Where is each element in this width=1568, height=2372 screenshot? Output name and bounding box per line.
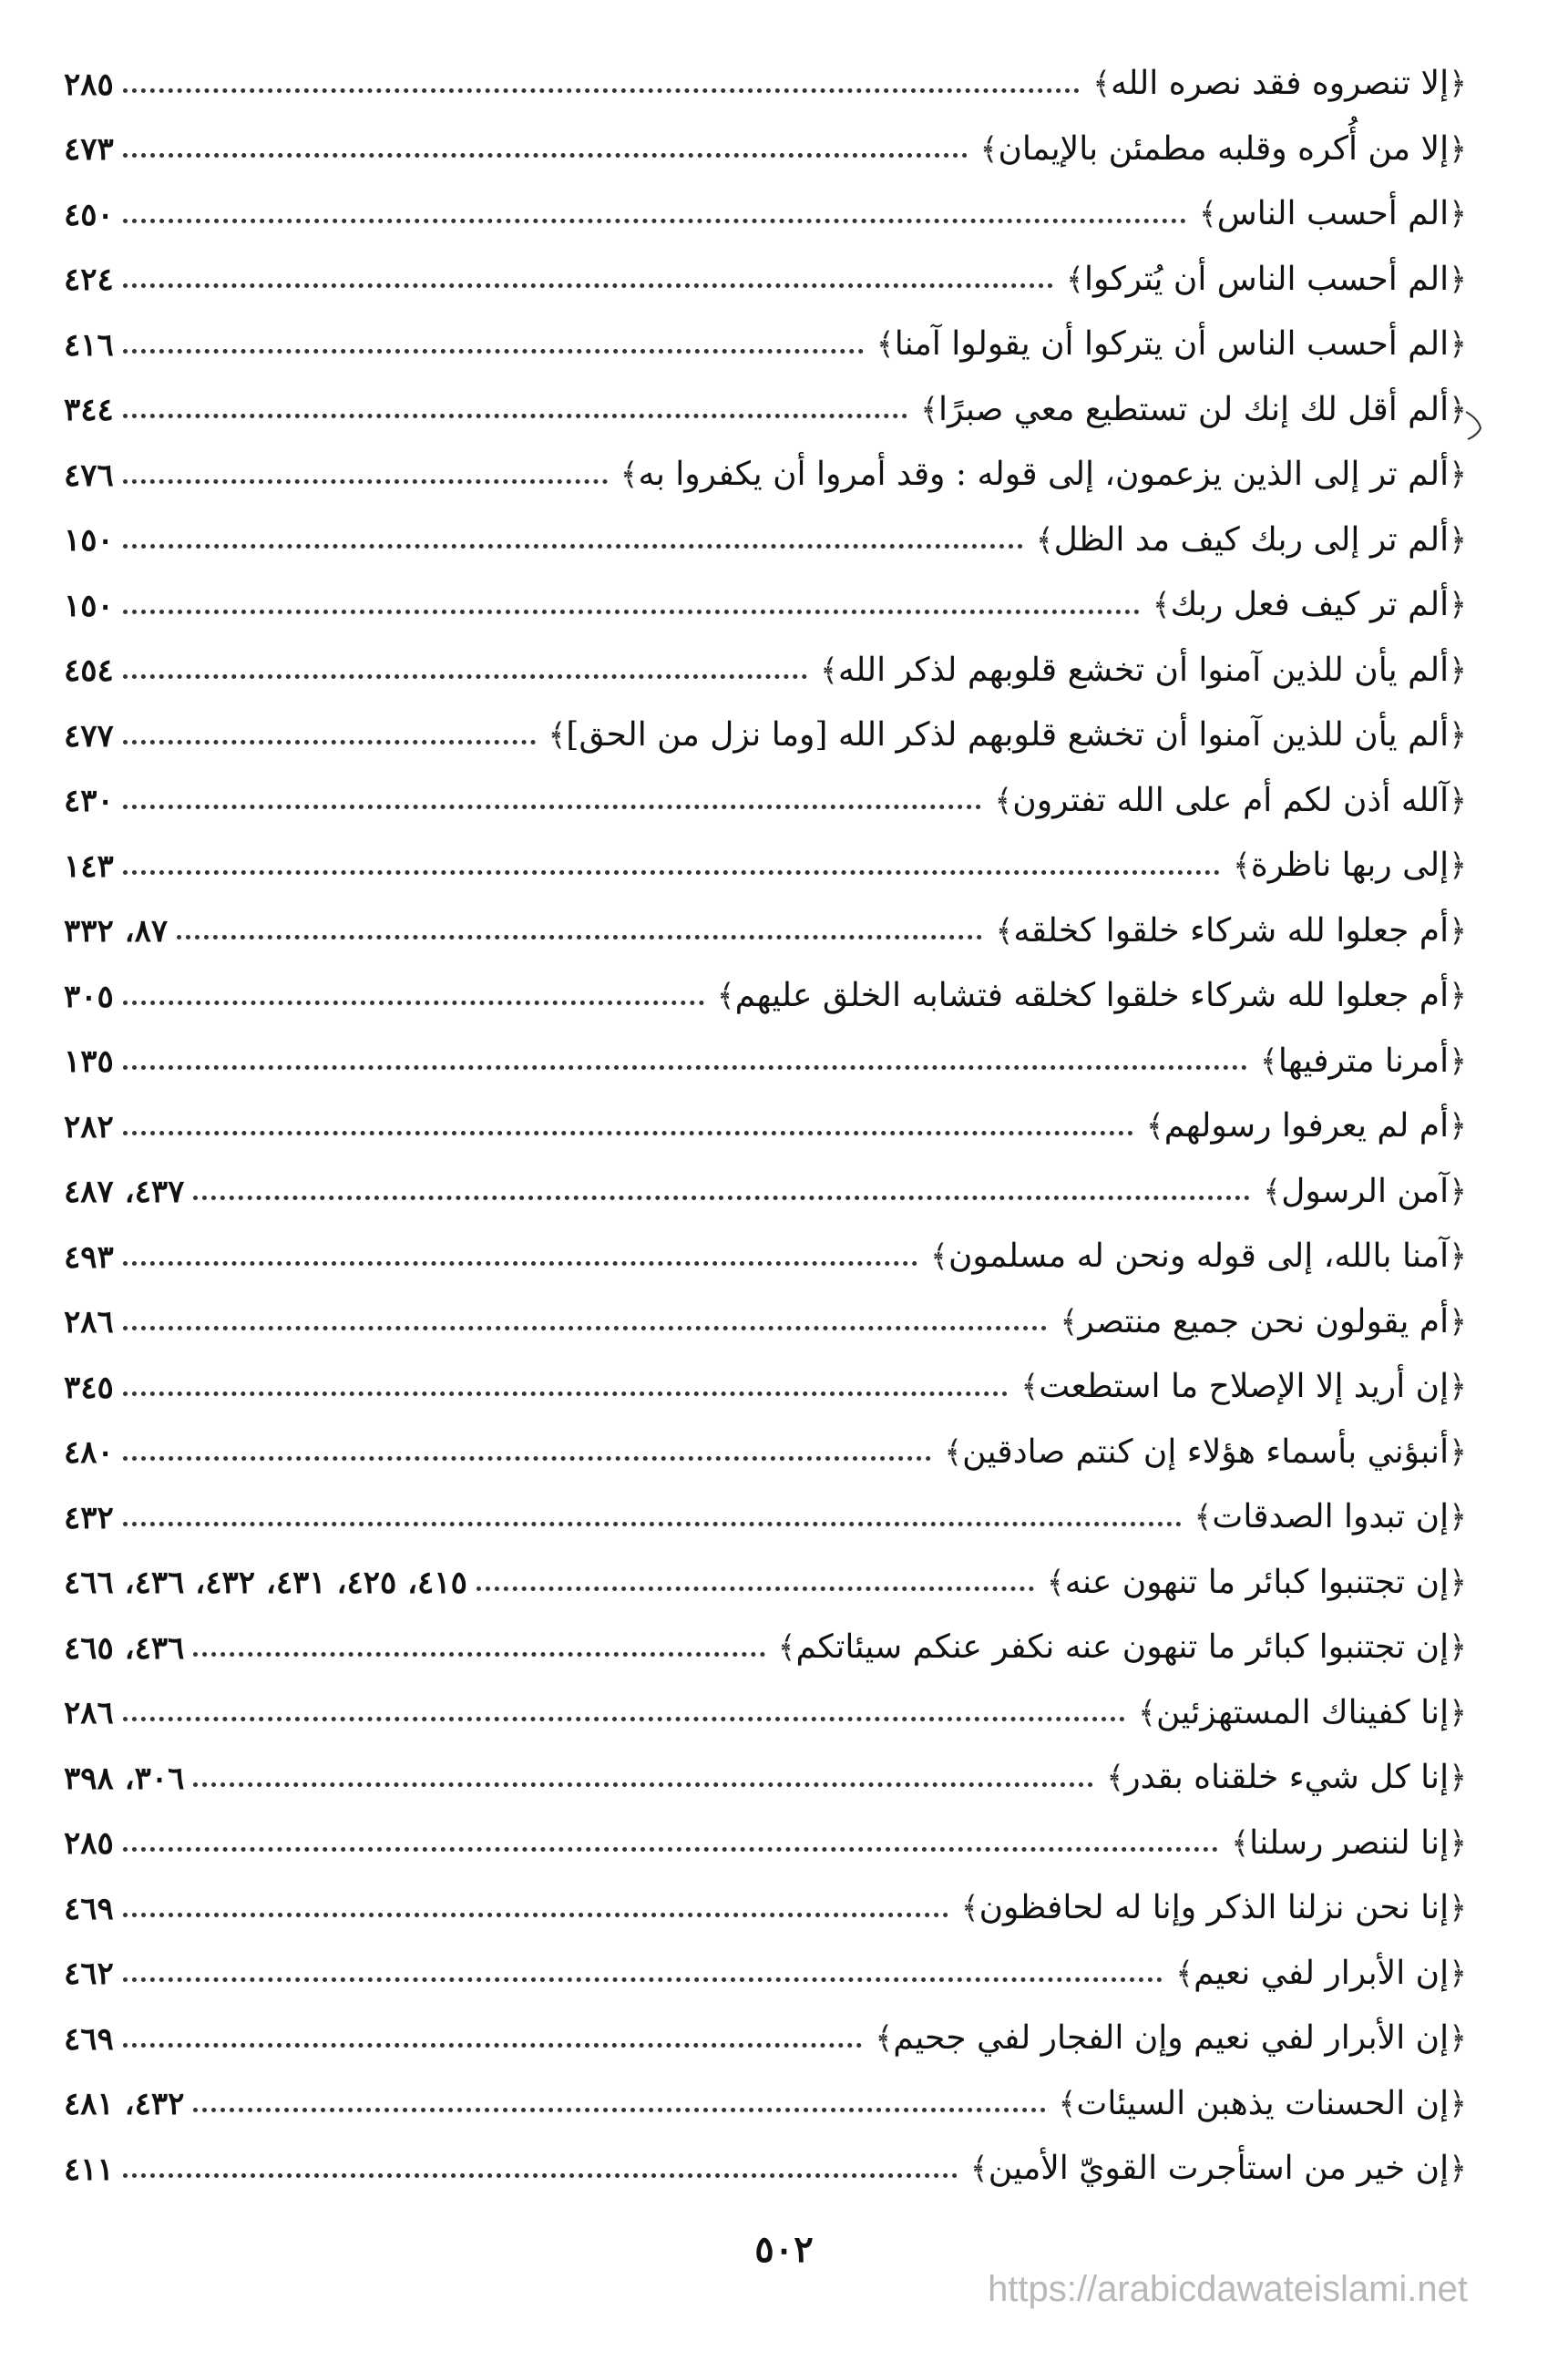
- verse-text: [1059, 260, 1467, 299]
- ornate-bracket-open-icon: ﴿: [1449, 1173, 1467, 1210]
- index-entry: [64, 299, 1467, 365]
- ornate-bracket-close-icon: ﴾: [1092, 66, 1112, 103]
- verse-label: إنا كفيناك المستهزئين: [1155, 1693, 1450, 1731]
- verse-text: [1168, 1954, 1467, 1993]
- verse-index-list: [64, 38, 1467, 2189]
- page-references: ١٣٥: [64, 1043, 114, 1081]
- ornate-bracket-open-icon: ﴿: [1449, 1890, 1467, 1927]
- index-entry: [64, 1537, 1467, 1603]
- verse-text: [1085, 64, 1467, 103]
- index-entry: [64, 820, 1467, 886]
- ornate-bracket-close-icon: ﴾: [1152, 587, 1171, 624]
- ornate-bracket-close-icon: ﴾: [716, 978, 735, 1015]
- verse-text: [973, 129, 1467, 169]
- ornate-bracket-close-icon: ﴾: [1194, 1499, 1213, 1536]
- ornate-bracket-close-icon: ﴾: [1263, 1173, 1282, 1210]
- ornate-bracket-close-icon: ﴾: [876, 326, 895, 364]
- verse-text: [1145, 585, 1467, 624]
- ornate-bracket-open-icon: ﴿: [1449, 912, 1467, 950]
- page-references: ٤٦٢: [64, 1956, 114, 1993]
- index-entry: [64, 1016, 1467, 1082]
- page-references: ٢٨٦: [64, 1304, 114, 1341]
- verse-text: [1029, 520, 1467, 560]
- ornate-bracket-close-icon: ﴾: [930, 1238, 948, 1276]
- ornate-bracket-open-icon: ﴿: [1449, 1238, 1467, 1276]
- verse-text: [1052, 1302, 1467, 1341]
- ornate-bracket-open-icon: ﴿: [1449, 1042, 1467, 1080]
- page-references: ٤٦٩: [64, 1890, 114, 1927]
- page-references: ٢٨٢: [64, 1108, 114, 1145]
- index-entry: [64, 2059, 1467, 2124]
- ornate-bracket-close-icon: ﴾: [944, 1433, 963, 1471]
- page-references: ٤٦٩: [64, 2020, 114, 2058]
- page-references: ٢٨٥: [64, 66, 114, 103]
- ornate-bracket-open-icon: ﴿: [1449, 130, 1467, 168]
- dot-leader: [123, 805, 982, 809]
- ornate-bracket-open-icon: ﴿: [1449, 457, 1467, 494]
- verse-text: [963, 2149, 1467, 2188]
- verse-label: ألم يأن للذين آمنوا أن تخشع قلوبهم لذكر الله [وما نزل من الحق]: [566, 716, 1450, 755]
- ornate-bracket-open-icon: ﴿: [1449, 1433, 1467, 1471]
- margin-mark-icon: [1462, 408, 1490, 445]
- page-references: ٤٣٠: [64, 783, 114, 820]
- page-references: ٤٣٧، ٤٨٧: [64, 1174, 185, 1211]
- dot-leader: [123, 1847, 1218, 1852]
- dot-leader: [123, 153, 968, 158]
- ornate-bracket-open-icon: ﴿: [1449, 1499, 1467, 1536]
- index-entry: [64, 1081, 1467, 1146]
- page-references: ٤٧٧: [64, 717, 114, 755]
- verse-label: الم أحسب الناس أن يتركوا أن يقولوا آمنا: [894, 325, 1450, 364]
- verse-label: الم أحسب الناس أن يُتركوا: [1083, 260, 1450, 298]
- ornate-bracket-open-icon: ﴿: [1449, 2020, 1467, 2058]
- verse-text: [937, 1432, 1467, 1472]
- index-entry: [64, 1668, 1467, 1733]
- ornate-bracket-close-icon: ﴾: [1175, 1955, 1194, 1992]
- dot-leader: [123, 1913, 948, 1917]
- ornate-bracket-open-icon: ﴿: [1449, 326, 1467, 364]
- verse-text: [1051, 2084, 1468, 2123]
- dot-leader: [123, 1131, 1133, 1135]
- verse-text: [1187, 1497, 1468, 1536]
- page-references: ٨٧، ٣٣٢: [64, 913, 169, 950]
- dot-leader: [123, 610, 1140, 614]
- verse-text: [988, 911, 1467, 950]
- verse-label: آلله أذن لكم أم على الله تفترون: [1012, 781, 1450, 819]
- page-references: ٤٣٢: [64, 1499, 114, 1536]
- ornate-bracket-close-icon: ﴾: [1066, 261, 1084, 298]
- index-entry: [64, 1211, 1467, 1277]
- ornate-bracket-open-icon: ﴿: [1449, 717, 1467, 755]
- verse-text: [613, 455, 1467, 494]
- index-entry: [64, 365, 1467, 430]
- page-references: ٤٨٠: [64, 1434, 114, 1472]
- index-entry: [64, 1798, 1467, 1864]
- ornate-bracket-open-icon: ﴿: [1449, 978, 1467, 1015]
- ornate-bracket-close-icon: ﴾: [819, 652, 838, 689]
- ornate-bracket-open-icon: ﴿: [1449, 1629, 1467, 1667]
- page-references: ٤٧٣: [64, 131, 114, 169]
- ornate-bracket-open-icon: ﴿: [1449, 587, 1467, 624]
- index-entry: [64, 1732, 1467, 1798]
- dot-leader: [123, 1065, 1247, 1070]
- dot-leader: [123, 88, 1080, 93]
- dot-leader: [123, 349, 864, 354]
- ornate-bracket-close-icon: ﴾: [875, 2020, 894, 2058]
- verse-text: [954, 1888, 1467, 1927]
- page-references: ٤٩٣: [64, 1238, 114, 1276]
- page-references: ٤٥٠: [64, 196, 114, 233]
- verse-label: أم جعلوا لله شركاء خلقوا كخلقه فتشابه الخلق عليهم: [734, 977, 1450, 1015]
- verse-text: [1099, 1758, 1467, 1797]
- index-entry: [64, 1472, 1467, 1537]
- ornate-bracket-open-icon: ﴿: [1449, 391, 1467, 428]
- index-entry: [64, 625, 1467, 691]
- page-references: ٢٨٦: [64, 1695, 114, 1732]
- dot-leader: [123, 414, 907, 418]
- index-entry: [64, 234, 1467, 300]
- ornate-bracket-close-icon: ﴾: [1259, 1042, 1278, 1080]
- index-entry: [64, 1602, 1467, 1668]
- dot-leader: [193, 1782, 1093, 1787]
- dot-leader: [123, 674, 807, 679]
- verse-label: إن تجتنبوا كبائر ما تنهون عنه: [1064, 1563, 1450, 1601]
- ornate-bracket-close-icon: ﴾: [1145, 1108, 1164, 1145]
- verse-label: إن تجتنبوا كبائر ما تنهون عنه نكفر عنكم سيئاتكم: [795, 1628, 1450, 1667]
- verse-label: ألم تر إلى ربك كيف مد الظل: [1053, 520, 1450, 559]
- ornate-bracket-open-icon: ﴿: [1449, 847, 1467, 885]
- verse-label: ألم تر إلى الذين يزعمون، إلى قوله : وقد أمروا أن يكفروا به: [638, 456, 1450, 494]
- dot-leader: [123, 544, 1023, 549]
- verse-label: ألم تر كيف فعل ربك: [1170, 586, 1450, 624]
- dot-leader: [123, 219, 1186, 223]
- verse-text: [1013, 1367, 1467, 1406]
- page-references: ٤١١: [64, 2151, 114, 2188]
- dot-leader: [123, 870, 1220, 875]
- page-references: ٤٢٤: [64, 262, 114, 299]
- ornate-bracket-open-icon: ﴿: [1449, 1824, 1467, 1862]
- index-entry: [64, 2123, 1467, 2189]
- page-references: ٢٨٥: [64, 1825, 114, 1863]
- page-references: ٤٥٤: [64, 652, 114, 690]
- verse-label: إلى ربها ناظرة: [1250, 847, 1450, 885]
- ornate-bracket-close-icon: ﴾: [994, 782, 1013, 819]
- ornate-bracket-close-icon: ﴾: [960, 1890, 979, 1927]
- index-entry: [64, 38, 1467, 104]
- index-entry: [64, 429, 1467, 495]
- index-entry: [64, 1407, 1467, 1473]
- ornate-bracket-open-icon: ﴿: [1449, 261, 1467, 298]
- ornate-bracket-close-icon: ﴾: [979, 130, 999, 168]
- ornate-bracket-close-icon: ﴾: [1058, 2085, 1077, 2122]
- verse-text: [987, 781, 1467, 820]
- verse-text: [1253, 1042, 1467, 1081]
- ornate-bracket-open-icon: ﴿: [1449, 196, 1467, 233]
- verse-text: [1255, 1172, 1467, 1211]
- dot-leader: [123, 283, 1053, 288]
- dot-leader: [123, 1522, 1182, 1526]
- verse-label: إلا تنصروه فقد نصره الله: [1111, 65, 1450, 103]
- index-entry: [64, 690, 1467, 755]
- ornate-bracket-open-icon: ﴿: [1449, 66, 1467, 103]
- index-entry: [64, 1863, 1467, 1928]
- verse-text: [869, 324, 1467, 364]
- index-entry: [64, 104, 1467, 169]
- page-references: ١٤٣: [64, 847, 114, 885]
- dot-leader: [123, 2043, 863, 2048]
- page-references: ٤٣٦، ٤٦٥: [64, 1629, 185, 1667]
- verse-text: [913, 390, 1467, 429]
- index-page: [64, 38, 1467, 2189]
- verse-label: أنبؤني بأسماء هؤلاء إن كنتم صادقين: [962, 1432, 1450, 1471]
- ornate-bracket-open-icon: ﴿: [1449, 1694, 1467, 1731]
- ornate-bracket-close-icon: ﴾: [1020, 1369, 1040, 1406]
- index-entry: [64, 1277, 1467, 1342]
- dot-leader: [123, 1001, 704, 1005]
- verse-text: [1192, 194, 1467, 233]
- verse-label: أم لم يعرفوا رسولهم: [1163, 1107, 1450, 1145]
- dot-leader: [477, 1586, 1034, 1591]
- page-references: ٣٤٤: [64, 392, 114, 429]
- ornate-bracket-open-icon: ﴿: [1449, 2151, 1467, 2188]
- verse-label: ألم أقل لك إنك لن تستطيع معي صبرًا: [938, 390, 1450, 428]
- dot-leader: [123, 1326, 1048, 1330]
- ornate-bracket-open-icon: ﴿: [1449, 1369, 1467, 1406]
- verse-label: إنا نحن نزلنا الذكر وإنا له لحافظون: [979, 1889, 1450, 1927]
- verse-label: إن الأبرار لفي نعيم: [1194, 1954, 1450, 1992]
- dot-leader: [193, 1196, 1250, 1200]
- page-references: ٤٣٢، ٤٨١: [64, 2086, 185, 2123]
- verse-label: إنا كل شيء خلقناه بقدر: [1124, 1759, 1450, 1797]
- ornate-bracket-close-icon: ﴾: [1138, 1694, 1156, 1731]
- verse-label: أم يقولون نحن جميع منتصر: [1078, 1302, 1450, 1340]
- ornate-bracket-close-icon: ﴾: [920, 391, 939, 428]
- index-entry: [64, 1341, 1467, 1407]
- index-entry: [64, 1146, 1467, 1212]
- dot-leader: [123, 740, 536, 744]
- verse-text: [541, 715, 1468, 755]
- dot-leader: [193, 2108, 1045, 2112]
- page-references: ١٥٠: [64, 587, 114, 624]
- verse-text: [867, 2018, 1467, 2058]
- index-entry: [64, 1993, 1467, 2059]
- verse-label: آمنا بالله، إلى قوله ونحن له مسلمون: [948, 1237, 1450, 1276]
- verse-label: إن تبدوا الصدقات: [1212, 1498, 1450, 1536]
- ornate-bracket-close-icon: ﴾: [1046, 1564, 1065, 1601]
- verse-label: إن خير من استأجرت القويّ الأمين: [988, 2150, 1450, 2188]
- ornate-bracket-close-icon: ﴾: [777, 1629, 796, 1667]
- ornate-bracket-open-icon: ﴿: [1449, 2085, 1467, 2122]
- verse-label: إلا من أُكره وقلبه مطمئن بالإيمان: [998, 129, 1450, 168]
- dot-leader: [123, 1456, 931, 1461]
- index-entry: [64, 950, 1467, 1016]
- page-references: ٣٠٦، ٣٩٨: [64, 1760, 185, 1797]
- verse-text: [1131, 1693, 1467, 1732]
- verse-text: [710, 976, 1467, 1015]
- dot-leader: [123, 1391, 1009, 1396]
- verse-label: إن الحسنات يذهبن السيئات: [1076, 2084, 1450, 2122]
- dot-leader: [123, 1977, 1163, 1982]
- page-references: ١٥٠: [64, 522, 114, 560]
- verse-label: أم جعلوا لله شركاء خلقوا كخلقه: [1013, 911, 1450, 950]
- index-entry: [64, 495, 1467, 560]
- dot-leader: [177, 935, 982, 940]
- ornate-bracket-close-icon: ﴾: [620, 457, 639, 494]
- ornate-bracket-close-icon: ﴾: [1231, 1824, 1250, 1862]
- verse-text: [813, 651, 1467, 690]
- ornate-bracket-close-icon: ﴾: [1060, 1303, 1079, 1340]
- page-references: ٣٤٥: [64, 1369, 114, 1406]
- ornate-bracket-open-icon: ﴿: [1449, 652, 1467, 689]
- ornate-bracket-open-icon: ﴿: [1449, 1303, 1467, 1340]
- verse-text: [923, 1237, 1467, 1276]
- ornate-bracket-close-icon: ﴾: [548, 717, 567, 755]
- verse-label: إن أريد إلا الإصلاح ما استطعت: [1039, 1368, 1450, 1406]
- dot-leader: [123, 479, 608, 484]
- verse-label: إن الأبرار لفي نعيم وإن الفجار لفي جحيم: [893, 2019, 1450, 2058]
- index-entry: [64, 169, 1467, 234]
- verse-text: [1040, 1563, 1467, 1602]
- page-references: ٤١٦: [64, 326, 114, 364]
- verse-label: إنا لننصر رسلنا: [1249, 1823, 1450, 1862]
- ornate-bracket-close-icon: ﴾: [995, 912, 1014, 950]
- page-references: ٤١٥، ٤٢٥، ٤٣١، ٤٣٢، ٤٣٦، ٤٦٦: [64, 1565, 467, 1602]
- ornate-bracket-close-icon: ﴾: [1232, 847, 1251, 885]
- verse-text: [1224, 1823, 1467, 1863]
- watermark-url: https://arabicdawateislami.net: [988, 2269, 1468, 2309]
- page-references: ٤٧٦: [64, 457, 114, 494]
- ornate-bracket-close-icon: ﴾: [1198, 196, 1217, 233]
- verse-text: [1225, 846, 1467, 885]
- dot-leader: [123, 2173, 958, 2178]
- ornate-bracket-open-icon: ﴿: [1449, 1955, 1467, 1992]
- index-entry: [64, 1928, 1467, 1994]
- ornate-bracket-open-icon: ﴿: [1449, 1108, 1467, 1145]
- ornate-bracket-close-icon: ﴾: [1035, 521, 1054, 559]
- index-entry: [64, 755, 1467, 821]
- page-references: ٣٠٥: [64, 978, 114, 1015]
- verse-label: الم أحسب الناس: [1216, 195, 1450, 233]
- verse-label: ألم يأن للذين آمنوا أن تخشع قلوبهم لذكر الله: [837, 651, 1450, 689]
- index-entry: [64, 886, 1467, 951]
- verse-text: [771, 1628, 1467, 1667]
- page-number: ٥٠٢: [754, 2228, 814, 2271]
- ornate-bracket-open-icon: ﴿: [1449, 521, 1467, 559]
- ornate-bracket-open-icon: ﴿: [1449, 1564, 1467, 1601]
- verse-label: آمن الرسول: [1281, 1172, 1450, 1210]
- verse-text: [1139, 1106, 1467, 1145]
- ornate-bracket-close-icon: ﴾: [1106, 1760, 1125, 1797]
- index-entry: [64, 560, 1467, 625]
- dot-leader: [193, 1652, 764, 1657]
- dot-leader: [123, 1717, 1125, 1721]
- ornate-bracket-open-icon: ﴿: [1449, 782, 1467, 819]
- verse-label: أمرنا مترفيها: [1277, 1042, 1450, 1080]
- ornate-bracket-close-icon: ﴾: [969, 2151, 989, 2188]
- ornate-bracket-open-icon: ﴿: [1449, 1760, 1467, 1797]
- dot-leader: [123, 1261, 917, 1266]
